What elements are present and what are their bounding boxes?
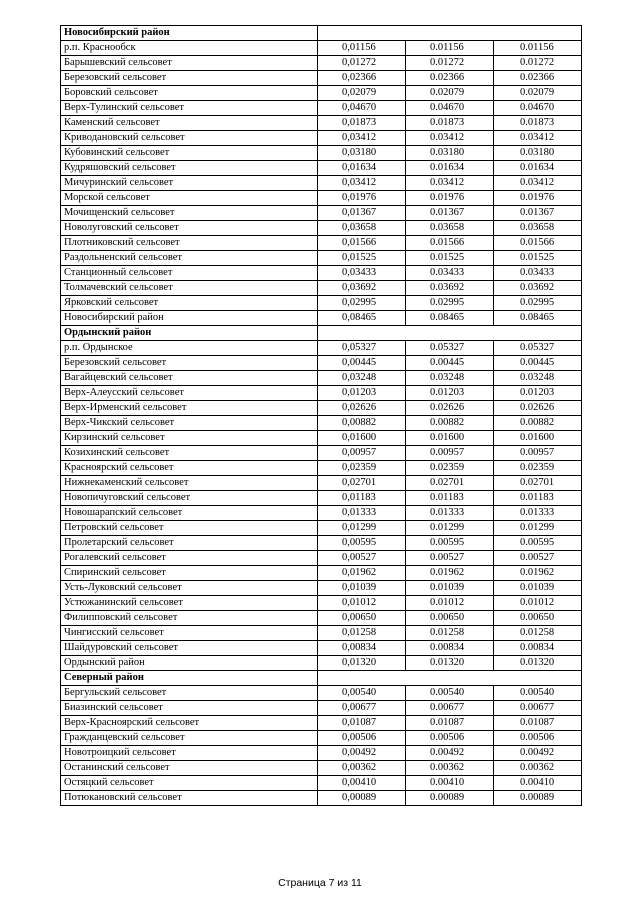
value-cell-2: 0.00445 <box>406 356 494 371</box>
table-row <box>61 371 582 386</box>
value-cell-3: 0.03248 <box>494 371 582 386</box>
table-row <box>61 551 582 566</box>
value-cell-2: 0.01566 <box>406 236 494 251</box>
value-cell-3: 0.01087 <box>494 716 582 731</box>
district-header-row <box>61 26 582 41</box>
municipality-name: Рогалевский сельсовет <box>61 551 318 566</box>
table-row <box>61 56 582 71</box>
municipality-name: Пролетарский сельсовет <box>61 536 318 551</box>
value-cell-3: 0.01367 <box>494 206 582 221</box>
table-row <box>61 746 582 761</box>
table-row <box>61 566 582 581</box>
table-row <box>61 791 582 806</box>
value-cell-3: 0.01012 <box>494 596 582 611</box>
table-row <box>61 101 582 116</box>
table-row <box>61 761 582 776</box>
table-row <box>61 506 582 521</box>
value-cell-3: 0.01976 <box>494 191 582 206</box>
value-cell-3: 0.01299 <box>494 521 582 536</box>
municipality-name: Красноярский сельсовет <box>61 461 318 476</box>
value-cell-1: 0,01203 <box>318 386 406 401</box>
table-row <box>61 191 582 206</box>
value-cell-2: 0.00595 <box>406 536 494 551</box>
value-cell-1: 0,02079 <box>318 86 406 101</box>
value-cell-3: 0.03180 <box>494 146 582 161</box>
municipality-name: Березовский сельсовет <box>61 356 318 371</box>
value-cell-2: 0.01012 <box>406 596 494 611</box>
table-row <box>61 266 582 281</box>
value-cell-2: 0.05327 <box>406 341 494 356</box>
municipality-name: Кубовинский сельсовет <box>61 146 318 161</box>
value-cell-3: 0.01320 <box>494 656 582 671</box>
value-cell-1: 0,03658 <box>318 221 406 236</box>
value-cell-3: 0.00540 <box>494 686 582 701</box>
value-cell-1: 0,02366 <box>318 71 406 86</box>
value-cell-1: 0,01367 <box>318 206 406 221</box>
value-cell-1: 0,08465 <box>318 311 406 326</box>
table-row <box>61 401 582 416</box>
value-cell-3: 0.03412 <box>494 131 582 146</box>
municipality-name: Барышевский сельсовет <box>61 56 318 71</box>
municipality-name: Новотроицкий сельсовет <box>61 746 318 761</box>
municipality-name: Гражданцевский сельсовет <box>61 731 318 746</box>
value-cell-2: 0.01087 <box>406 716 494 731</box>
value-cell-3: 0.01272 <box>494 56 582 71</box>
table-row <box>61 341 582 356</box>
value-cell-2: 0.01976 <box>406 191 494 206</box>
value-cell-3: 0.02626 <box>494 401 582 416</box>
value-cell-3: 0.01634 <box>494 161 582 176</box>
value-cell-3: 0.02995 <box>494 296 582 311</box>
value-cell-1: 0,03412 <box>318 131 406 146</box>
value-cell-2: 0.03180 <box>406 146 494 161</box>
municipality-name: Кудряшовский сельсовет <box>61 161 318 176</box>
value-cell-3: 0.00595 <box>494 536 582 551</box>
municipality-name: Ордынский район <box>61 656 318 671</box>
municipality-name: Потюкановский сельсовет <box>61 791 318 806</box>
value-cell-1: 0,01320 <box>318 656 406 671</box>
value-cell-2: 0.01873 <box>406 116 494 131</box>
value-cell-1: 0,02995 <box>318 296 406 311</box>
value-cell-1: 0,01156 <box>318 41 406 56</box>
value-cell-2: 0.02995 <box>406 296 494 311</box>
value-cell-1: 0,01962 <box>318 566 406 581</box>
value-cell-2: 0.00362 <box>406 761 494 776</box>
municipality-name: Верх-Ирменский сельсовет <box>61 401 318 416</box>
district-name: Новосибирский район <box>61 26 318 41</box>
table-row <box>61 476 582 491</box>
table-row <box>61 776 582 791</box>
value-cell-2: 0.01320 <box>406 656 494 671</box>
district-empty-cell <box>318 26 582 41</box>
value-cell-3: 0.04670 <box>494 101 582 116</box>
value-cell-2: 0.00677 <box>406 701 494 716</box>
table-row <box>61 236 582 251</box>
value-cell-1: 0,00882 <box>318 416 406 431</box>
value-cell-3: 0.01258 <box>494 626 582 641</box>
value-cell-3: 0.00089 <box>494 791 582 806</box>
value-cell-2: 0.04670 <box>406 101 494 116</box>
value-cell-3: 0.00410 <box>494 776 582 791</box>
value-cell-2: 0.00957 <box>406 446 494 461</box>
district-empty-cell <box>318 326 582 341</box>
value-cell-1: 0,05327 <box>318 341 406 356</box>
value-cell-1: 0,01873 <box>318 116 406 131</box>
municipality-name: Нижнекаменский сельсовет <box>61 476 318 491</box>
district-empty-cell <box>318 671 582 686</box>
value-cell-2: 0.01634 <box>406 161 494 176</box>
municipality-name: Верх-Тулинский сельсовет <box>61 101 318 116</box>
value-cell-3: 0.01039 <box>494 581 582 596</box>
value-cell-1: 0,01039 <box>318 581 406 596</box>
municipality-name: Боровский сельсовет <box>61 86 318 101</box>
municipality-name: Каменский сельсовет <box>61 116 318 131</box>
table-row <box>61 176 582 191</box>
municipality-name: Верх-Чикский сельсовет <box>61 416 318 431</box>
value-cell-3: 0.00957 <box>494 446 582 461</box>
value-cell-2: 0.01272 <box>406 56 494 71</box>
table-row <box>61 281 582 296</box>
value-cell-1: 0,01258 <box>318 626 406 641</box>
table-row <box>61 491 582 506</box>
value-cell-2: 0.01156 <box>406 41 494 56</box>
value-cell-3: 0.01566 <box>494 236 582 251</box>
value-cell-1: 0,00506 <box>318 731 406 746</box>
table-row <box>61 581 582 596</box>
value-cell-3: 0.01333 <box>494 506 582 521</box>
municipality-name: Петровский сельсовет <box>61 521 318 536</box>
value-cell-2: 0.02626 <box>406 401 494 416</box>
value-cell-1: 0,01183 <box>318 491 406 506</box>
value-cell-3: 0.00492 <box>494 746 582 761</box>
table-row <box>61 416 582 431</box>
table-row <box>61 536 582 551</box>
value-cell-3: 0.02701 <box>494 476 582 491</box>
value-cell-1: 0,00445 <box>318 356 406 371</box>
coefficients-table <box>60 25 582 806</box>
municipality-name: Биазинский сельсовет <box>61 701 318 716</box>
table-row <box>61 521 582 536</box>
municipality-name: Усть-Луковский сельсовет <box>61 581 318 596</box>
value-cell-2: 0.01039 <box>406 581 494 596</box>
value-cell-1: 0,00492 <box>318 746 406 761</box>
table-row <box>61 311 582 326</box>
value-cell-1: 0,02626 <box>318 401 406 416</box>
municipality-name: Верх-Красноярский сельсовет <box>61 716 318 731</box>
value-cell-1: 0,00540 <box>318 686 406 701</box>
value-cell-3: 0.01873 <box>494 116 582 131</box>
municipality-name: Вагайцевский сельсовет <box>61 371 318 386</box>
value-cell-3: 0.01962 <box>494 566 582 581</box>
table-row <box>61 146 582 161</box>
municipality-name: Чингисский сельсовет <box>61 626 318 641</box>
value-cell-2: 0.00882 <box>406 416 494 431</box>
value-cell-2: 0.00506 <box>406 731 494 746</box>
table-row <box>61 251 582 266</box>
value-cell-3: 0.01203 <box>494 386 582 401</box>
value-cell-2: 0.00834 <box>406 641 494 656</box>
value-cell-1: 0,00410 <box>318 776 406 791</box>
value-cell-2: 0.03658 <box>406 221 494 236</box>
municipality-name: Новошарапский сельсовет <box>61 506 318 521</box>
district-header-row <box>61 671 582 686</box>
value-cell-1: 0,01087 <box>318 716 406 731</box>
value-cell-2: 0.01600 <box>406 431 494 446</box>
value-cell-3: 0.00834 <box>494 641 582 656</box>
table-row <box>61 686 582 701</box>
table-row <box>61 221 582 236</box>
value-cell-1: 0,03692 <box>318 281 406 296</box>
value-cell-1: 0,00089 <box>318 791 406 806</box>
municipality-name: Березовский сельсовет <box>61 71 318 86</box>
value-cell-1: 0,02701 <box>318 476 406 491</box>
municipality-name: Кирзинский сельсовет <box>61 431 318 446</box>
value-cell-3: 0.00506 <box>494 731 582 746</box>
table-row <box>61 596 582 611</box>
table-row <box>61 611 582 626</box>
value-cell-2: 0.01367 <box>406 206 494 221</box>
value-cell-2: 0.01333 <box>406 506 494 521</box>
value-cell-1: 0,04670 <box>318 101 406 116</box>
value-cell-3: 0.08465 <box>494 311 582 326</box>
district-header-row <box>61 326 582 341</box>
value-cell-3: 0.03658 <box>494 221 582 236</box>
value-cell-3: 0.01525 <box>494 251 582 266</box>
value-cell-2: 0.01525 <box>406 251 494 266</box>
municipality-name: Новосибирский район <box>61 311 318 326</box>
table-row <box>61 296 582 311</box>
value-cell-2: 0.03412 <box>406 131 494 146</box>
value-cell-1: 0,00650 <box>318 611 406 626</box>
table-row <box>61 701 582 716</box>
district-name: Ордынский район <box>61 326 318 341</box>
municipality-name: Шайдуровский сельсовет <box>61 641 318 656</box>
table-row <box>61 446 582 461</box>
table-row <box>61 116 582 131</box>
value-cell-2: 0.01962 <box>406 566 494 581</box>
page-footer: Страница 7 из 11 <box>278 877 362 889</box>
value-cell-1: 0,01272 <box>318 56 406 71</box>
value-cell-1: 0,00527 <box>318 551 406 566</box>
value-cell-2: 0.00089 <box>406 791 494 806</box>
municipality-name: Морской сельсовет <box>61 191 318 206</box>
value-cell-2: 0.00492 <box>406 746 494 761</box>
value-cell-1: 0,00957 <box>318 446 406 461</box>
table-body <box>61 26 582 806</box>
value-cell-2: 0.03433 <box>406 266 494 281</box>
municipality-name: Мичуринский сельсовет <box>61 176 318 191</box>
value-cell-2: 0.08465 <box>406 311 494 326</box>
value-cell-3: 0.00650 <box>494 611 582 626</box>
value-cell-2: 0.00540 <box>406 686 494 701</box>
municipality-name: Новопичуговский сельсовет <box>61 491 318 506</box>
value-cell-1: 0,03248 <box>318 371 406 386</box>
value-cell-3: 0.00677 <box>494 701 582 716</box>
table-row <box>61 161 582 176</box>
value-cell-2: 0.01183 <box>406 491 494 506</box>
value-cell-3: 0.00882 <box>494 416 582 431</box>
value-cell-1: 0,00834 <box>318 641 406 656</box>
table-row <box>61 641 582 656</box>
municipality-name: Раздольненский сельсовет <box>61 251 318 266</box>
table-row <box>61 41 582 56</box>
table-row <box>61 131 582 146</box>
value-cell-3: 0.05327 <box>494 341 582 356</box>
value-cell-2: 0.02079 <box>406 86 494 101</box>
value-cell-1: 0,02359 <box>318 461 406 476</box>
municipality-name: Останинский сельсовет <box>61 761 318 776</box>
value-cell-3: 0.01600 <box>494 431 582 446</box>
table-row <box>61 356 582 371</box>
value-cell-1: 0,00362 <box>318 761 406 776</box>
value-cell-2: 0.03412 <box>406 176 494 191</box>
value-cell-3: 0.02079 <box>494 86 582 101</box>
table-row <box>61 626 582 641</box>
value-cell-2: 0.02359 <box>406 461 494 476</box>
value-cell-2: 0.02701 <box>406 476 494 491</box>
table-row <box>61 431 582 446</box>
municipality-name: Мочищенский сельсовет <box>61 206 318 221</box>
value-cell-3: 0.03412 <box>494 176 582 191</box>
municipality-name: Бергульский сельсовет <box>61 686 318 701</box>
value-cell-3: 0.02359 <box>494 461 582 476</box>
value-cell-2: 0.02366 <box>406 71 494 86</box>
value-cell-1: 0,01525 <box>318 251 406 266</box>
value-cell-1: 0,01012 <box>318 596 406 611</box>
value-cell-3: 0.01156 <box>494 41 582 56</box>
municipality-name: Новолуговский сельсовет <box>61 221 318 236</box>
value-cell-1: 0,03433 <box>318 266 406 281</box>
municipality-name: Остяцкий сельсовет <box>61 776 318 791</box>
value-cell-3: 0.00445 <box>494 356 582 371</box>
municipality-name: Спиринский сельсовет <box>61 566 318 581</box>
value-cell-3: 0.02366 <box>494 71 582 86</box>
value-cell-2: 0.00410 <box>406 776 494 791</box>
municipality-name: Филипповский сельсовет <box>61 611 318 626</box>
table-row <box>61 86 582 101</box>
municipality-name: Станционный сельсовет <box>61 266 318 281</box>
value-cell-1: 0,01333 <box>318 506 406 521</box>
value-cell-3: 0.00527 <box>494 551 582 566</box>
value-cell-3: 0.01183 <box>494 491 582 506</box>
value-cell-1: 0,01566 <box>318 236 406 251</box>
value-cell-1: 0,01299 <box>318 521 406 536</box>
value-cell-1: 0,01634 <box>318 161 406 176</box>
municipality-name: Козихинский сельсовет <box>61 446 318 461</box>
value-cell-2: 0.00527 <box>406 551 494 566</box>
municipality-name: Плотниковский сельсовет <box>61 236 318 251</box>
value-cell-3: 0.03433 <box>494 266 582 281</box>
table-row <box>61 461 582 476</box>
value-cell-2: 0.01203 <box>406 386 494 401</box>
municipality-name: Толмачевский сельсовет <box>61 281 318 296</box>
value-cell-2: 0.00650 <box>406 611 494 626</box>
value-cell-3: 0.03692 <box>494 281 582 296</box>
table-row <box>61 731 582 746</box>
table-row <box>61 386 582 401</box>
table-row <box>61 206 582 221</box>
value-cell-2: 0.01258 <box>406 626 494 641</box>
table-row <box>61 716 582 731</box>
value-cell-2: 0.03248 <box>406 371 494 386</box>
municipality-name: Ярковский сельсовет <box>61 296 318 311</box>
district-name: Северный район <box>61 671 318 686</box>
table-row <box>61 656 582 671</box>
value-cell-3: 0.00362 <box>494 761 582 776</box>
value-cell-2: 0.01299 <box>406 521 494 536</box>
municipality-name: р.п. Ордынское <box>61 341 318 356</box>
value-cell-1: 0,01976 <box>318 191 406 206</box>
table-row <box>61 71 582 86</box>
value-cell-1: 0,03180 <box>318 146 406 161</box>
municipality-name: Криводановский сельсовет <box>61 131 318 146</box>
value-cell-1: 0,00677 <box>318 701 406 716</box>
value-cell-1: 0,03412 <box>318 176 406 191</box>
municipality-name: р.п. Краснообск <box>61 41 318 56</box>
municipality-name: Верх-Алеусский сельсовет <box>61 386 318 401</box>
municipality-name: Устюжанинский сельсовет <box>61 596 318 611</box>
value-cell-1: 0,00595 <box>318 536 406 551</box>
value-cell-2: 0.03692 <box>406 281 494 296</box>
value-cell-1: 0,01600 <box>318 431 406 446</box>
